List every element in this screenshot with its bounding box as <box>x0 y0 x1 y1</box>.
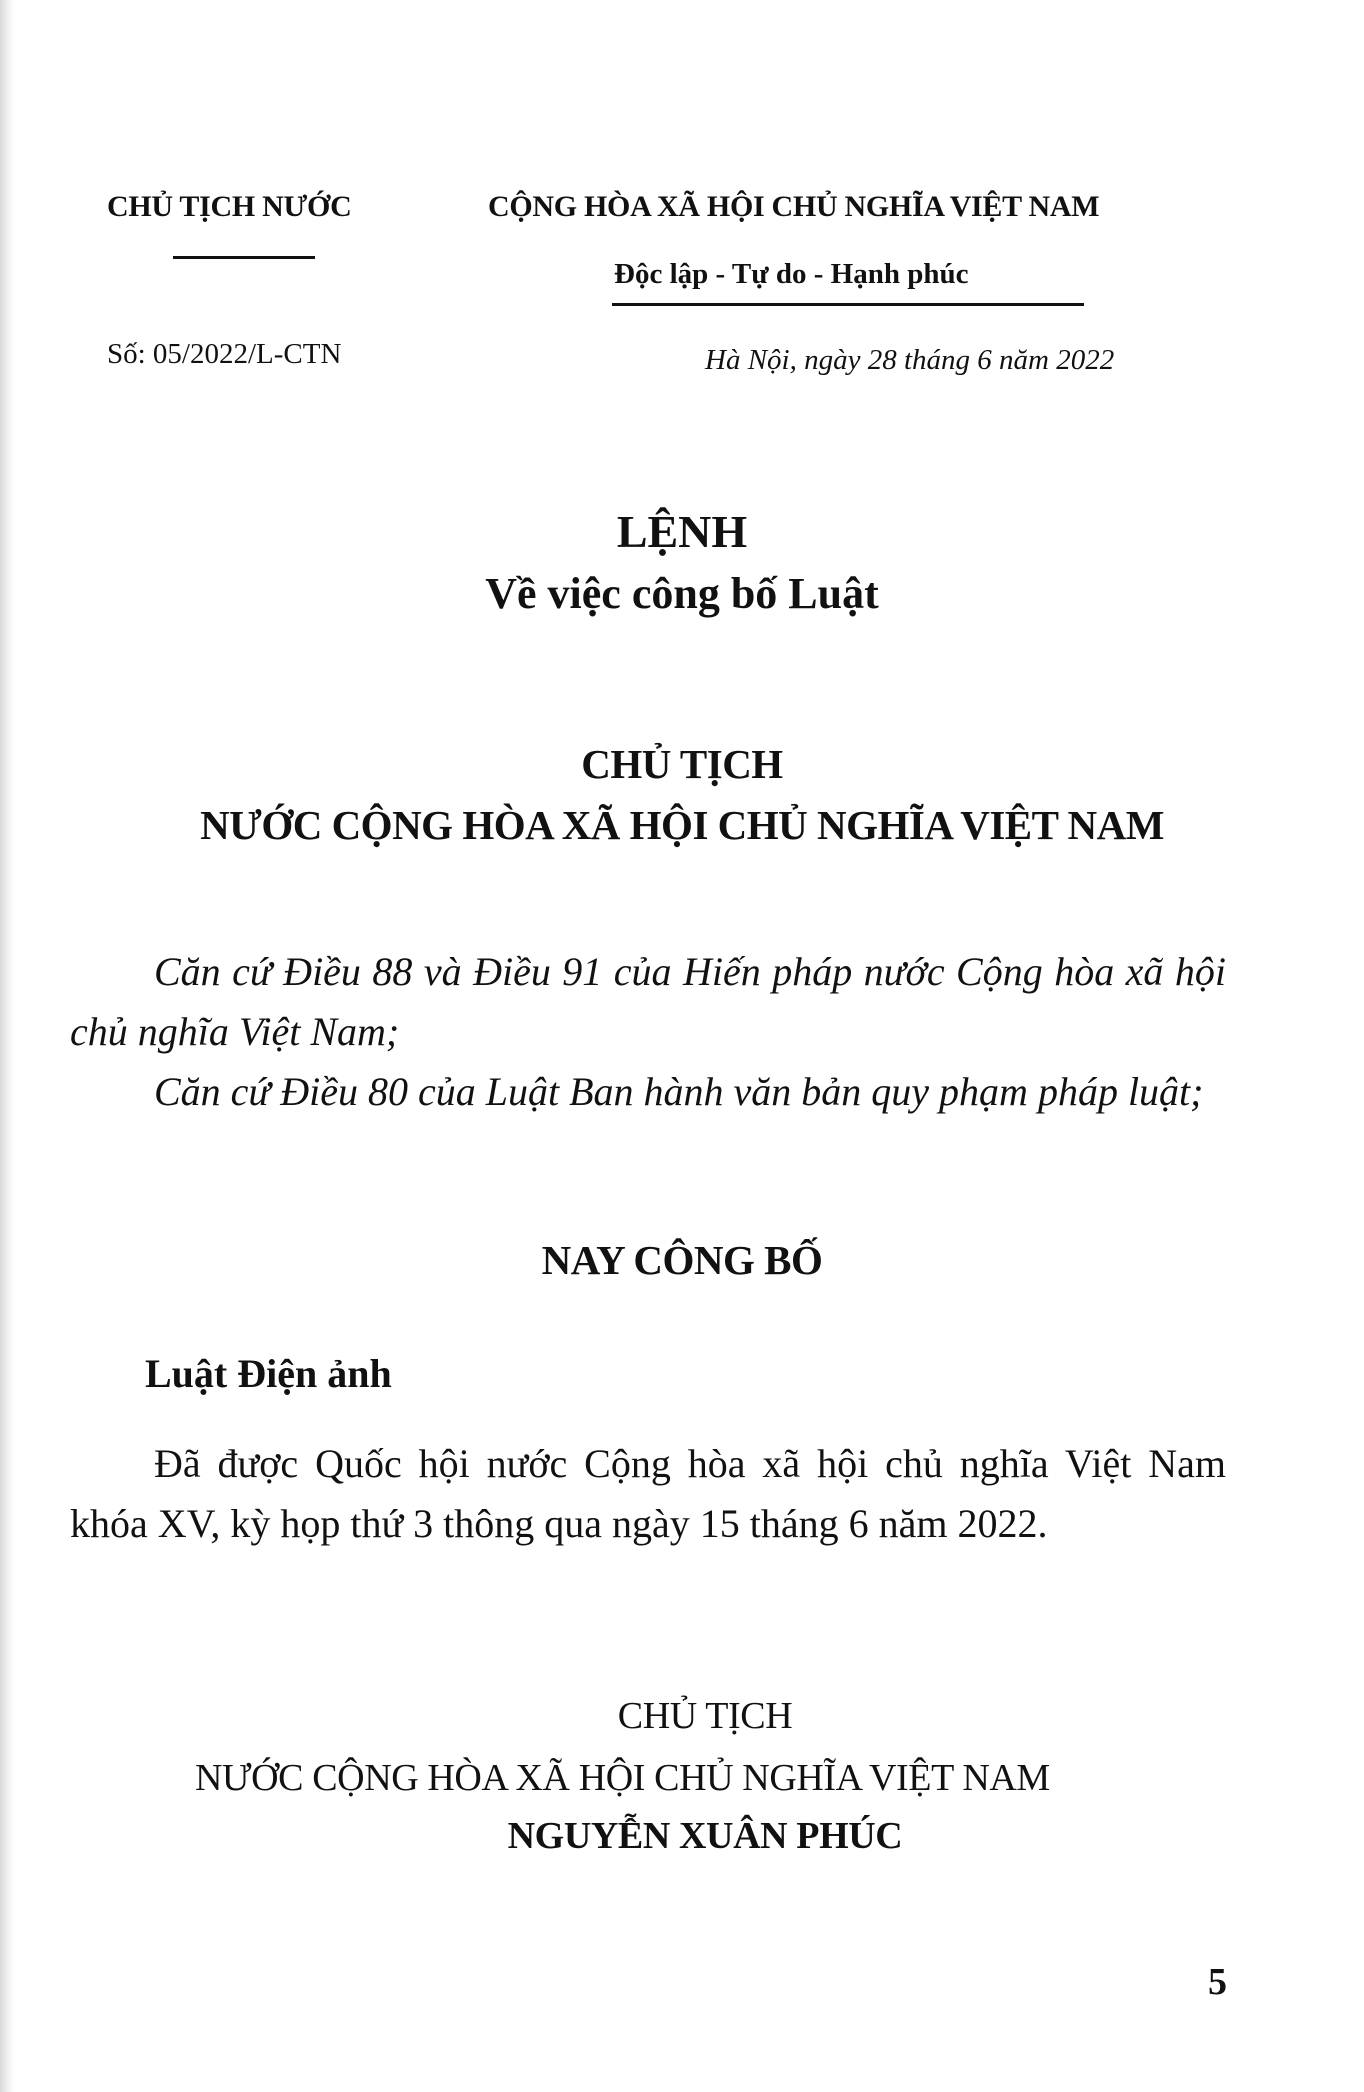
legal-basis-1: Căn cứ Điều 88 và Điều 91 của Hiến pháp nước Cộng hòa xã hội chủ nghĩa Việt Nam; <box>70 949 1226 1054</box>
authority-title: CHỦ TỊCH <box>581 741 783 787</box>
law-name: Luật Điện ảnh <box>145 1351 392 1396</box>
scan-edge-shadow <box>0 0 14 2092</box>
promulgation-heading: NAY CÔNG BỐ <box>541 1237 823 1283</box>
issuer-underline <box>173 256 315 259</box>
signer-name: NGUYỄN XUÂN PHÚC <box>507 1815 903 1857</box>
document-type: LỆNH <box>616 506 748 557</box>
signer-title: CHỦ TỊCH <box>617 1695 793 1737</box>
national-motto: Độc lập - Tự do - Hạnh phúc <box>614 258 969 290</box>
country-name: CỘNG HÒA XÃ HỘI CHỦ NGHĨA VIỆT NAM <box>488 190 1100 223</box>
page-number: 5 <box>1208 1961 1227 2003</box>
signer-organization: NƯỚC CỘNG HÒA XÃ HỘI CHỦ NGHĨA VIỆT NAM <box>195 1757 1050 1799</box>
document-number: Số: 05/2022/L-CTN <box>107 338 342 370</box>
issuer-label: CHỦ TỊCH NƯỚC <box>107 190 352 223</box>
motto-underline <box>612 303 1084 306</box>
document-subject: Về việc công bố Luật <box>485 569 879 618</box>
place-and-date: Hà Nội, ngày 28 tháng 6 năm 2022 <box>705 344 1115 376</box>
authority-organization: NƯỚC CỘNG HÒA XÃ HỘI CHỦ NGHĨA VIỆT NAM <box>200 802 1164 848</box>
adoption-statement: Đã được Quốc hội nước Cộng hòa xã hội chủ nghĩa Việt Nam khóa XV, kỳ họp thứ 3 thông qua ngày 15 tháng 6 năm 2022. <box>70 1441 1226 1546</box>
legal-basis-2: Căn cứ Điều 80 của Luật Ban hành văn bản quy phạm pháp luật; <box>154 1069 1204 1114</box>
